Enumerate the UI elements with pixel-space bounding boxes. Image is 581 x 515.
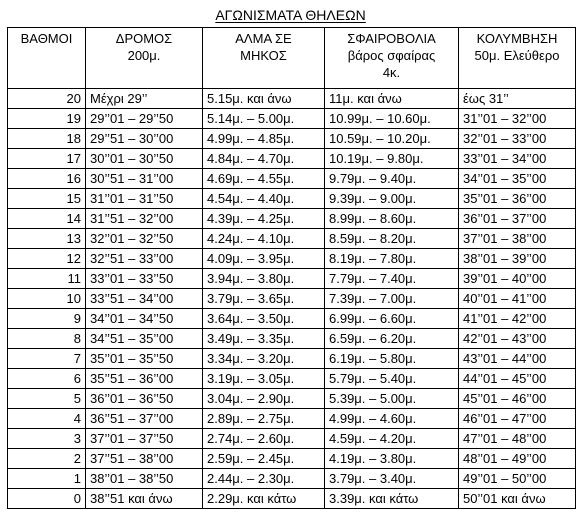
header-row — [8, 28, 576, 89]
running-cell: 33’’51 – 34’’00 — [86, 289, 203, 309]
shot-put-cell: 3.39μ. και κάτω — [325, 489, 459, 509]
header-line: ΔΡΟΜΟΣ — [115, 31, 173, 46]
score-table — [7, 27, 576, 509]
shot-put-cell: 5.79μ. – 5.40μ. — [325, 369, 459, 389]
table-row — [8, 129, 576, 149]
document-title — [0, 7, 581, 23]
points-cell: 12 — [8, 249, 86, 269]
points-cell: 9 — [8, 309, 86, 329]
table-row — [8, 309, 576, 329]
points-cell: 17 — [8, 149, 86, 169]
shot-put-cell: 3.79μ. – 3.40μ. — [325, 469, 459, 489]
swimming-cell: 31’’01 – 32’’00 — [459, 109, 576, 129]
header-swimming — [459, 28, 576, 89]
long-jump-cell: 4.09μ. – 3.95μ. — [203, 249, 325, 269]
shot-put-cell: 6.59μ. – 6.20μ. — [325, 329, 459, 349]
shot-put-cell: 8.59μ. – 8.20μ. — [325, 229, 459, 249]
running-cell: 38’’51 και άνω — [86, 489, 203, 509]
table-row — [8, 109, 576, 129]
table-row — [8, 389, 576, 409]
shot-put-cell: 6.19μ. – 5.80μ. — [325, 349, 459, 369]
swimming-cell: 35’’01 – 36’’00 — [459, 189, 576, 209]
swimming-cell: 47’’01 – 48’’00 — [459, 429, 576, 449]
running-cell: 37’’51 – 38’’00 — [86, 449, 203, 469]
long-jump-cell: 3.49μ. – 3.35μ. — [203, 329, 325, 349]
shot-put-cell: 10.19μ. – 9.80μ. — [325, 149, 459, 169]
running-cell: 32’’01 – 32’’50 — [86, 229, 203, 249]
long-jump-cell: 2.29μ. και κάτω — [203, 489, 325, 509]
running-cell: 37’’01 – 37’’50 — [86, 429, 203, 449]
swimming-cell: 40’’01 – 41’’00 — [459, 289, 576, 309]
swimming-cell: 43’’01 – 44’’00 — [459, 349, 576, 369]
running-cell: 35’’51 – 36’’00 — [86, 369, 203, 389]
points-cell: 10 — [8, 289, 86, 309]
shot-put-cell: 11μ. και άνω — [325, 89, 459, 109]
swimming-cell: 49’’01 – 50’’00 — [459, 469, 576, 489]
running-cell: 29’’01 – 29’’50 — [86, 109, 203, 129]
long-jump-cell: 5.14μ. – 5.00μ. — [203, 109, 325, 129]
points-cell: 19 — [8, 109, 86, 129]
swimming-cell: 34’’01 – 35’’00 — [459, 169, 576, 189]
points-cell: 0 — [8, 489, 86, 509]
long-jump-cell: 2.59μ. – 2.45μ. — [203, 449, 325, 469]
shot-put-cell: 10.59μ. – 10.20μ. — [325, 129, 459, 149]
points-cell: 11 — [8, 269, 86, 289]
points-cell: 2 — [8, 449, 86, 469]
running-cell: 34’’51 – 35’’00 — [86, 329, 203, 349]
swimming-cell: 37’’01 – 38’’00 — [459, 229, 576, 249]
header-shot-put — [325, 28, 459, 89]
shot-put-cell: 7.79μ. – 7.40μ. — [325, 269, 459, 289]
long-jump-cell: 4.99μ. – 4.85μ. — [203, 129, 325, 149]
table-row — [8, 369, 576, 389]
long-jump-cell: 5.15μ. και άνω — [203, 89, 325, 109]
shot-put-cell: 4.99μ. – 4.60μ. — [325, 409, 459, 429]
long-jump-cell: 3.94μ. – 3.80μ. — [203, 269, 325, 289]
points-cell: 16 — [8, 169, 86, 189]
header-line: ΣΦΑΙΡΟΒΟΛΙΑ — [347, 31, 436, 46]
header-line: βάρος σφαίρας — [347, 48, 436, 63]
points-cell: 13 — [8, 229, 86, 249]
running-cell: 35’’01 – 35’’50 — [86, 349, 203, 369]
table-row — [8, 409, 576, 429]
running-cell: 33’’01 – 33’’50 — [86, 269, 203, 289]
running-cell: 36’’51 – 37’’00 — [86, 409, 203, 429]
running-cell: 29’’51 – 30’’00 — [86, 129, 203, 149]
swimming-cell: 36’’01 – 37’’00 — [459, 209, 576, 229]
long-jump-cell: 2.44μ. – 2.30μ. — [203, 469, 325, 489]
shot-put-cell: 8.99μ. – 8.60μ. — [325, 209, 459, 229]
table-row — [8, 149, 576, 169]
long-jump-cell: 3.04μ. – 2.90μ. — [203, 389, 325, 409]
running-cell: 38’’01 – 38’’50 — [86, 469, 203, 489]
shot-put-cell: 4.19μ. – 3.80μ. — [325, 449, 459, 469]
running-cell: 36’’01 – 36’’50 — [86, 389, 203, 409]
points-cell: 8 — [8, 329, 86, 349]
running-cell: 32’’51 – 33’’00 — [86, 249, 203, 269]
table-row — [8, 249, 576, 269]
points-cell: 15 — [8, 189, 86, 209]
header-line: ΜΗΚΟΣ — [240, 48, 287, 63]
table-row — [8, 89, 576, 109]
header-running — [86, 28, 203, 89]
swimming-cell: 50’’01 και άνω — [459, 489, 576, 509]
title-text: ΑΓΩΝΙΣΜΑΤΑ ΘΗΛΕΩΝ — [215, 7, 366, 23]
long-jump-cell: 2.89μ. – 2.75μ. — [203, 409, 325, 429]
shot-put-cell: 5.39μ. – 5.00μ. — [325, 389, 459, 409]
running-cell: 30’’51 – 31’’00 — [86, 169, 203, 189]
long-jump-cell: 3.64μ. – 3.50μ. — [203, 309, 325, 329]
swimming-cell: 33’’01 – 34’’00 — [459, 149, 576, 169]
running-cell: 34’’01 – 34’’50 — [86, 309, 203, 329]
header-line: ΚΟΛΥΜΒΗΣΗ — [476, 31, 558, 46]
points-cell: 18 — [8, 129, 86, 149]
long-jump-cell: 4.54μ. – 4.40μ. — [203, 189, 325, 209]
swimming-cell: 48’’01 – 49’’00 — [459, 449, 576, 469]
points-cell: 20 — [8, 89, 86, 109]
points-cell: 4 — [8, 409, 86, 429]
header-long-jump — [203, 28, 325, 89]
shot-put-cell: 9.39μ. – 9.00μ. — [325, 189, 459, 209]
swimming-cell: έως 31’’ — [459, 89, 576, 109]
swimming-cell: 44’’01 – 45’’00 — [459, 369, 576, 389]
long-jump-cell: 3.19μ. – 3.05μ. — [203, 369, 325, 389]
swimming-cell: 32’’01 – 33’’00 — [459, 129, 576, 149]
table-row — [8, 349, 576, 369]
running-cell: 31’’01 – 31’’50 — [86, 189, 203, 209]
table-row — [8, 429, 576, 449]
long-jump-cell: 3.79μ. – 3.65μ. — [203, 289, 325, 309]
header-line: ΒΑΘΜΟΙ — [20, 31, 73, 46]
table-row — [8, 489, 576, 509]
shot-put-cell: 8.19μ. – 7.80μ. — [325, 249, 459, 269]
points-cell: 1 — [8, 469, 86, 489]
table-row — [8, 449, 576, 469]
shot-put-cell: 9.79μ. – 9.40μ. — [325, 169, 459, 189]
long-jump-cell: 4.69μ. – 4.55μ. — [203, 169, 325, 189]
table-row — [8, 169, 576, 189]
header-points — [8, 28, 86, 89]
header-line: 200μ. — [127, 48, 161, 63]
table-row — [8, 229, 576, 249]
long-jump-cell: 4.84μ. – 4.70μ. — [203, 149, 325, 169]
header-line: ΑΛΜΑ ΣΕ — [235, 31, 292, 46]
swimming-cell: 42’’01 – 43’’00 — [459, 329, 576, 349]
points-cell: 6 — [8, 369, 86, 389]
table-row — [8, 469, 576, 489]
table-row — [8, 329, 576, 349]
shot-put-cell: 4.59μ. – 4.20μ. — [325, 429, 459, 449]
shot-put-cell: 10.99μ. – 10.60μ. — [325, 109, 459, 129]
header-line: 4κ. — [382, 65, 401, 80]
shot-put-cell: 6.99μ. – 6.60μ. — [325, 309, 459, 329]
swimming-cell: 39’’01 – 40’’00 — [459, 269, 576, 289]
table-row — [8, 209, 576, 229]
points-cell: 14 — [8, 209, 86, 229]
running-cell: 30’’01 – 30’’50 — [86, 149, 203, 169]
points-cell: 7 — [8, 349, 86, 369]
long-jump-cell: 4.39μ. – 4.25μ. — [203, 209, 325, 229]
long-jump-cell: 4.24μ. – 4.10μ. — [203, 229, 325, 249]
running-cell: 31’’51 – 32’’00 — [86, 209, 203, 229]
swimming-cell: 46’’01 – 47’’00 — [459, 409, 576, 429]
swimming-cell: 41’’01 – 42’’00 — [459, 309, 576, 329]
points-cell: 3 — [8, 429, 86, 449]
header-line: 50μ. Ελεύθερο — [474, 48, 560, 63]
long-jump-cell: 2.74μ. – 2.60μ. — [203, 429, 325, 449]
swimming-cell: 38’’01 – 39’’00 — [459, 249, 576, 269]
points-cell: 5 — [8, 389, 86, 409]
table-row — [8, 189, 576, 209]
score-table-body — [8, 89, 576, 509]
long-jump-cell: 3.34μ. – 3.20μ. — [203, 349, 325, 369]
running-cell: Μέχρι 29’’ — [86, 89, 203, 109]
table-row — [8, 289, 576, 309]
swimming-cell: 45’’01 – 46’’00 — [459, 389, 576, 409]
table-row — [8, 269, 576, 289]
shot-put-cell: 7.39μ. – 7.00μ. — [325, 289, 459, 309]
